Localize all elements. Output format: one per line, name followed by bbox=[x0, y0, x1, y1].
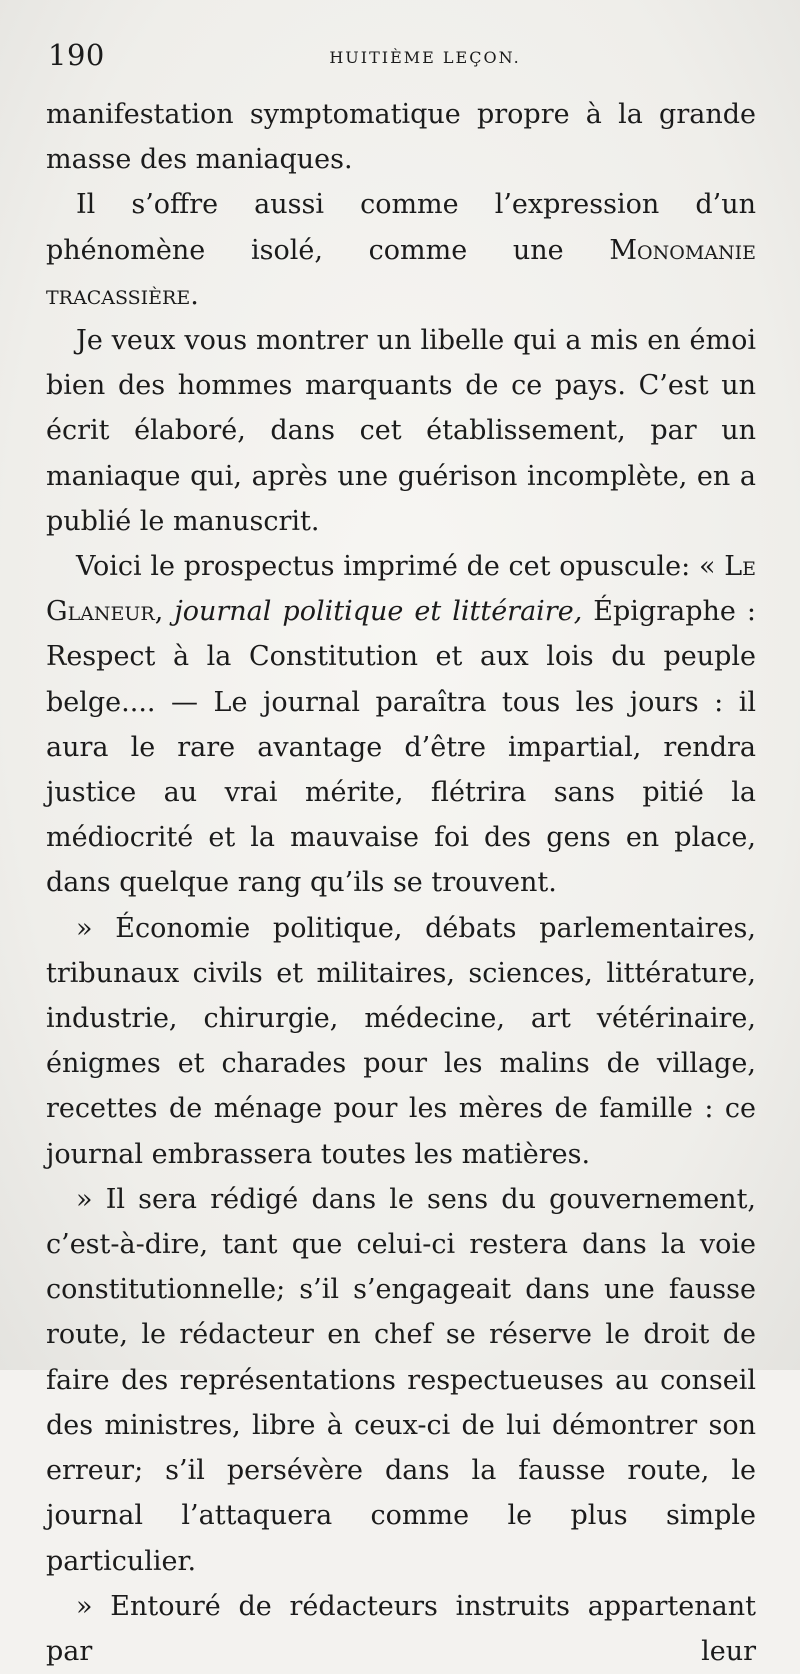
journal-subtitle: journal politique et littéraire, bbox=[174, 596, 583, 628]
page-number: 190 bbox=[48, 38, 105, 72]
paragraph-2-text: Il s’offre aussi comme l’expression d’un phénomène isolé, comme une bbox=[46, 189, 756, 266]
running-head: HUITIÈME LEÇON. bbox=[329, 48, 521, 67]
paragraph-economie bbox=[46, 906, 756, 1177]
paragraph-1-text: manifestation symptomatique propre à la grande masse des maniaques. bbox=[46, 99, 756, 176]
paragraph-prospectus bbox=[46, 544, 756, 906]
monomanie-term: Monomanie tracassière bbox=[46, 234, 756, 311]
paragraph-6-text: » Il sera rédigé dans le sens du gouvernement, c’est-à-dire, tant que celui-ci restera dans la voie constitutionnelle; s’il s’engageait dans une fausse route, le rédacteur en chef se réserve le droit de faire des représentations respectueuses au conseil des ministres, libre à ceux-ci de lui démontrer son erreur; s’il persévère dans la fausse route, le journal l’attaquera comme le plus simple particulier. bbox=[46, 1183, 756, 1577]
paragraph-3-text: Je veux vous montrer un libelle qui a mis en émoi bien des hommes marquants de ce pays. C’est un écrit élaboré, dans cet établissement, par un maniaque qui, après une guérison incomplète, en a publié le manuscrit. bbox=[46, 325, 756, 537]
paragraph-redacteurs bbox=[46, 1584, 756, 1674]
body-text bbox=[46, 92, 756, 1674]
page-header bbox=[48, 38, 752, 78]
paragraph-7-text: » Entouré de rédacteurs instruits appartenant par leur bbox=[46, 1590, 756, 1667]
paragraph-4-text: Voici le prospectus imprimé de cet opuscule: « bbox=[76, 551, 725, 583]
paragraph-4-end: Épigraphe : Respect à la Constitution et aux lois du peuple belge.... — Le journal paraîtra tous les jours : il aura le rare avantage d’être impartial, rendra justice au vrai mérite, flétrira sans pitié la médiocrité et la mauvaise foi des gens en place, dans quelque rang qu’ils se trouvent. bbox=[46, 596, 756, 899]
paragraph-continuation bbox=[46, 92, 756, 182]
paragraph-gouvernement bbox=[46, 1177, 756, 1584]
paragraph-2-end: . bbox=[190, 279, 199, 311]
paragraph-monomanie bbox=[46, 182, 756, 318]
journal-title: Le Glaneur bbox=[46, 551, 756, 628]
paragraph-libelle bbox=[46, 318, 756, 544]
paragraph-5-text: » Économie politique, débats parlementaires, tribunaux civils et militaires, sciences, littérature, industrie, chirurgie, médecine, art vétérinaire, énigmes et charades pour les malins de village, recettes de ménage pour les mères de famille : ce journal embrassera toutes les matières. bbox=[46, 912, 756, 1170]
paragraph-4-comma: , bbox=[154, 596, 175, 628]
